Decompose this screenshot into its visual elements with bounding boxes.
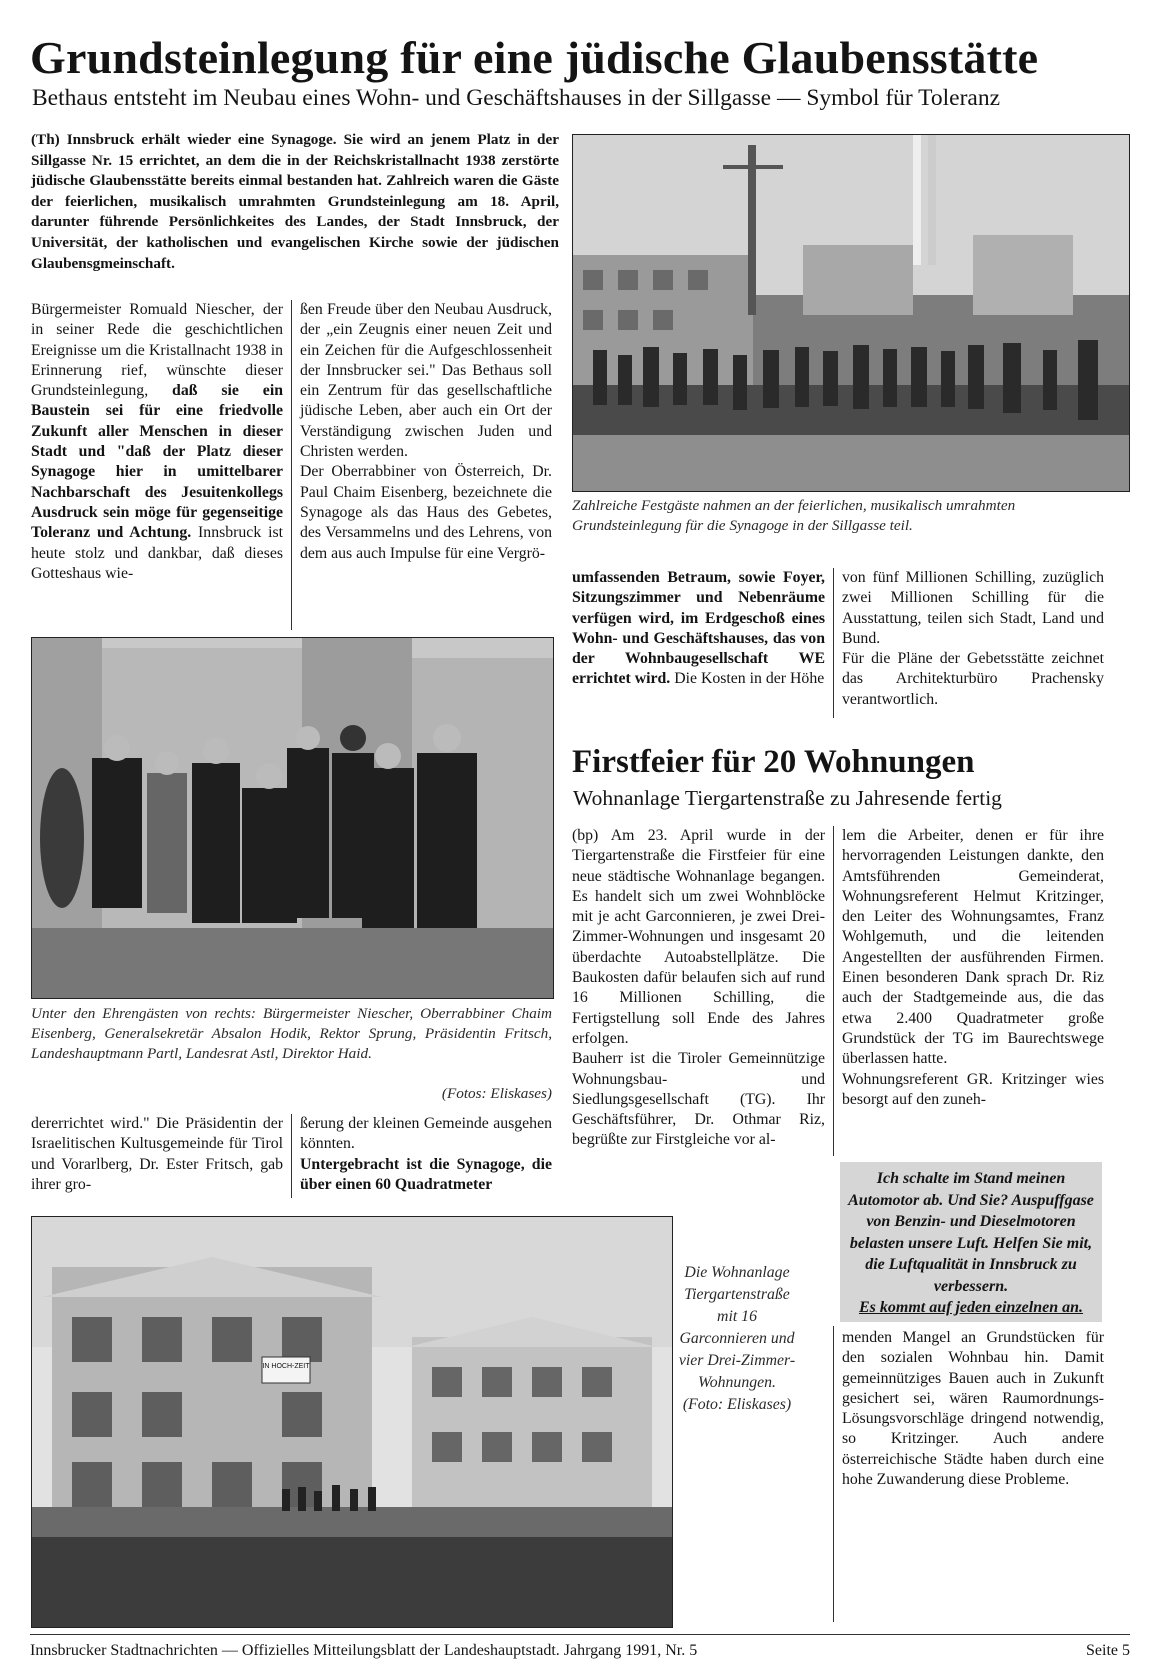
column-2-paragraph-2: Der Oberrabbiner von Österreich, Dr. Paul Chaim Eisenberg, bezeichnete die Synagoge als das Haus des Gebetes, des Versammelns und des Lehrens, von dem aus auch Impulse für eine Vergrö- — [300, 463, 552, 562]
article-2-title: Firstfeier für 20 Wohnungen — [572, 744, 975, 780]
article-2-column-2 — [842, 826, 1104, 1110]
article-2-paragraph-4: Wohnungsreferent GR. Kritzinger wies besorgt auf den zuneh- — [842, 1070, 1104, 1108]
article-2-column-1 — [572, 826, 825, 1151]
housing-photo-caption: Die Wohnanlage Tiergartenstraße mit 16 Garconnieren und vier Drei-Zimmer-Wohnungen. (Foto: Eliskases) — [678, 1264, 796, 1413]
ceremony-crowd-photo — [572, 134, 1130, 492]
right-column-1-text: Die Kosten in der Höhe — [670, 670, 825, 688]
article-2-paragraph-1: (bp) Am 23. April wurde in der Tiergartenstraße die Firstfeier für eine neue städtische Wohnanlage begangen. Es handelt sich um zwei Wohnblöcke mit je acht Garconnieren, je zwei Drei-Zimmer-Wohnungen und insgesamt 20 überdachte Autoabstellplätze. Die Baukosten dafür belaufen sich auf rund 16 Millionen Schilling, die Fertigstellung soll Ende des Jahres erfolgen. — [572, 827, 825, 1047]
article-right-column-2 — [842, 568, 1104, 710]
building-sign: IN HOCH-ZEIT — [262, 1363, 310, 1370]
bottom-column-2-text: ßerung der kleinen Gemeinde ausgehen könnten. — [300, 1115, 552, 1153]
article-right-column-1 — [572, 568, 825, 690]
column-1-quote: daß sie ein Baustein sei für eine friedvolle Zukunft aller Menschen in dieser Stadt und "daß der Platz dieser Synagoge hier in umittelbarer Nachbarschaft des Jesuitenkollegs Ausdruck sein möge für gegenseitige Toleranz und Achtung. — [31, 382, 283, 542]
right-column-2-paragraph-2: Für die Pläne der Gebetsstätte zeichnet das Architekturbüro Prachensky verantwortlich. — [842, 650, 1104, 708]
air-quality-notice — [840, 1162, 1102, 1322]
article-2-column-2-end: menden Mangel an Grundstücken für den sozialen Wohnbau hin. Damit gemeinnütziges Bauen auch in Zukunft gesichert sei, wären Raumordnungs-Lösungsvorschläge dringend notwendig, so Kritzinger. Auch andere österreichische Städte haben durch eine hohe Zuwanderung diese Probleme. — [842, 1329, 1104, 1489]
publication-line: Innsbrucker Stadtnachrichten — Offizielles Mitteilungsblatt der Landeshauptstadt. Jahrgang 1991, Nr. 5 — [30, 1642, 698, 1659]
column-1-text-end: Innsbruck ist heute stolz und dankbar, daß dieses Gotteshaus wie- — [31, 524, 284, 582]
notice-slogan: Es kommt auf jeden einzelnen an. — [858, 1299, 1084, 1316]
article-bottom-column-1: dererrichtet wird." Die Präsidentin der Israelitischen Kultusgemeinde für Tirol und Vorarlberg, Dr. Ester Fritsch, gab ihrer gro- — [31, 1115, 283, 1193]
column-1-text: Bürgermeister Romuald Niescher, der in seiner Rede die geschichtlichen Ereignisse um die Kristallnacht 1938 in Erinnerung rief, wünschte dieser Grundsteinlegung, — [31, 301, 283, 400]
page-number: Seite 5 — [1086, 1642, 1130, 1659]
right-column-1-bold: umfassenden Betraum, sowie Foyer, Sitzungszimmer und Nebenräume verfügen wird, im Erdgeschoß eines Wohn- und Geschäftshauses, das von der Wohnbaugesellschaft WE errichtet wird. — [572, 569, 825, 688]
housing-complex-photo — [31, 1216, 673, 1628]
article-2-paragraph-3: lem die Arbeiter, denen er für ihre hervorragenden Leistungen dankte, den Amtsführenden Gemeinderat, Wohnungsreferent Helmut Kritzinger, den Leiter des Wohnungsamtes, Franz Wohlgemuth, und die leitenden Angestellten der ausführenden Firmen. Einen besonderen Dank sprach Dr. Riz auch der Stadtgemeinde aus, die das etwa 2.400 Quadratmeter große Grundstück der TG im Baurechtswege überlassen hatte. — [842, 827, 1104, 1068]
article-title: Grundsteinlegung für eine jüdische Glaubensstätte — [30, 32, 1039, 83]
page-footer — [30, 1641, 1130, 1661]
column-divider — [291, 300, 292, 630]
notice-text: Ich schalte im Stand meinen Automotor ab. Und Sie? Auspuffgase von Benzin- und Dieselmotoren belasten unsere Luft. Helfen Sie mit, die Luftqualität in Innsbruck zu verbessern. — [848, 1170, 1094, 1295]
photo-credit: (Fotos: Eliskases) — [441, 1085, 552, 1102]
dignitaries-photo — [31, 637, 554, 999]
dignitaries-caption-text: Unter den Ehrengästen von rechts: Bürgermeister Niescher, Oberrabbiner Chaim Eisenberg, Generalsekretär Absalon Hodik, Rektor Sprung, Präsidentin Fritsch, Landeshauptmann Partl, Landesrat Astl, Direktor Haid. — [31, 1005, 552, 1062]
ceremony-photo-caption: Zahlreiche Festgäste nahmen an der feierlichen, musikalisch umrahmten Grundsteinlegung für die Synagoge in der Sillgasse teil. — [572, 497, 1016, 534]
article-2-paragraph-2: Bauherr ist die Tiroler Gemeinnützige Wohnungsbau- und Siedlungsgesellschaft (TG). Ihr Geschäftsführer, Dr. Othmar Riz, begrüßte zur Firstgleiche vor al- — [572, 1050, 825, 1149]
dignitaries-photo-caption — [31, 1004, 552, 1064]
article-column-1 — [31, 300, 283, 584]
footer-rule — [30, 1634, 1130, 1635]
column-divider — [833, 568, 834, 718]
right-column-2-paragraph-1: von fünf Millionen Schilling, zuzüglich zwei Millionen Schilling für die Ausstattung, teilen sich Stadt, Land und Bund. — [842, 569, 1104, 647]
article-subtitle: Bethaus entsteht im Neubau eines Wohn- und Geschäftshauses in der Sillgasse — Symbol für Toleranz — [32, 85, 1001, 111]
column-2-paragraph-1: ßen Freude über den Neubau Ausdruck, der „ein Zeugnis einer neuen Zeit und ein Zeichen für die Aufgeschlossenheit der Innsbrucker sei." Das Bethaus soll ein Zentrum für das gesellschaftliche jüdische Leben, aber auch ein Ort der Verständigung zwischen Juden und Christen werden. — [300, 301, 552, 461]
article-2-subtitle: Wohnanlage Tiergartenstraße zu Jahresende fertig — [573, 786, 1002, 810]
column-divider — [291, 1114, 292, 1198]
column-divider — [833, 1326, 834, 1622]
article-bottom-column-2 — [300, 1114, 552, 1195]
bottom-column-2-bold: Untergebracht ist die Synagoge, die über einen 60 Quadratmeter — [300, 1155, 552, 1193]
article-lead: (Th) Innsbruck erhält wieder eine Synagoge. Sie wird an jenem Platz in der Sillgasse Nr. 15 errichtet, an dem die in der Reichskristallnacht 1938 zerstörte jüdische Glaubensstätte bereits einmal bestanden hat. Zahlreich waren die Gäste der feierlichen, musikalisch umrahmten Grundsteinlegung am 18. April, darunter führende Persönlichkeites des Landes, der Stadt Innsbruck, der Universität, der katholischen und evangelischen Kirche sowie der jüdischen Glaubensgmeinschaft. — [31, 131, 559, 272]
column-divider — [833, 826, 834, 1156]
article-column-2 — [300, 300, 552, 564]
